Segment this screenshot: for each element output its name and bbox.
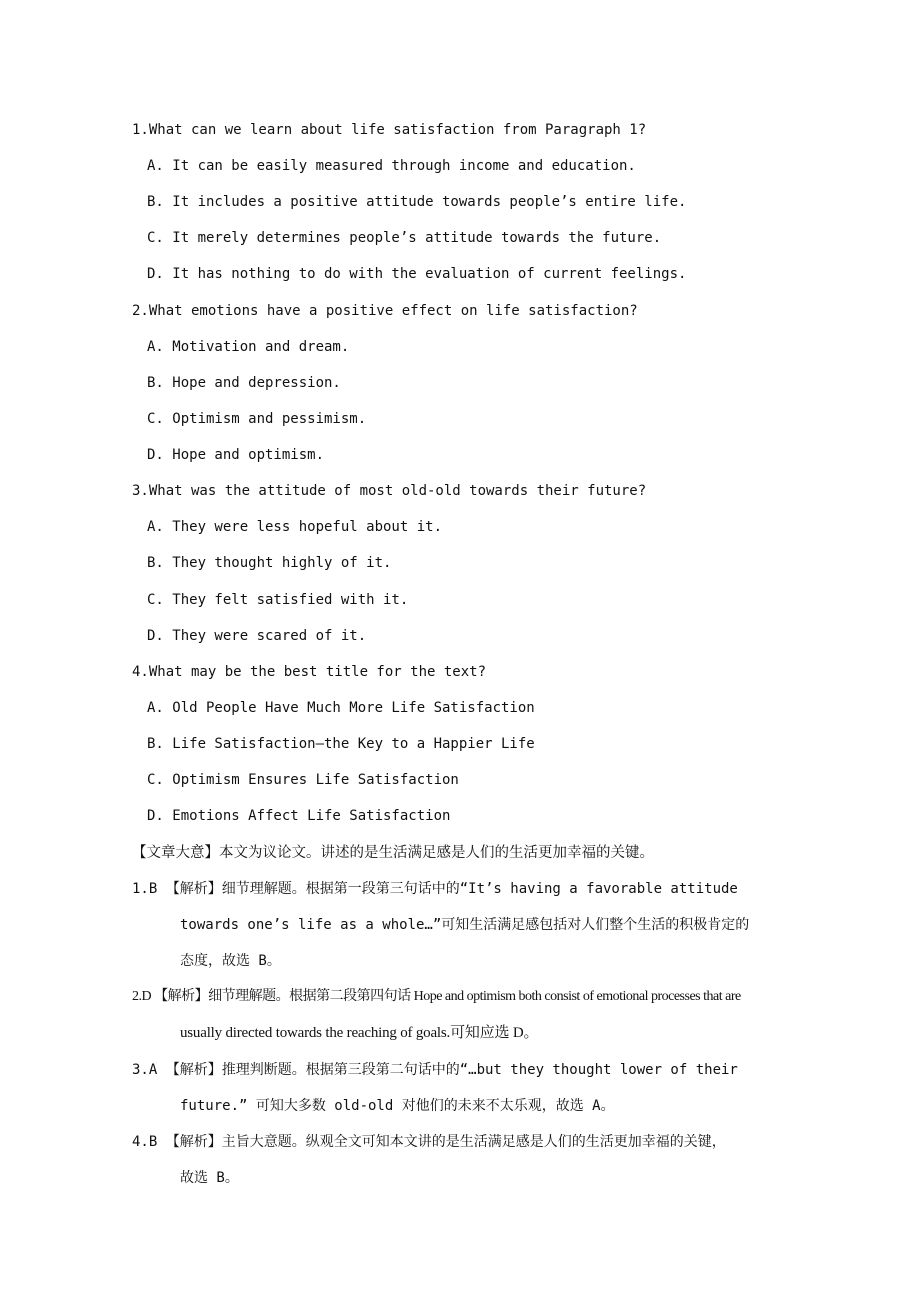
question-1-option-c: C. It merely determines people’s attitude towards the future. (147, 230, 662, 246)
question-4-option-d: D. Emotions Affect Life Satisfaction (147, 808, 451, 824)
question-3-option-a: A. They were less hopeful about it. (147, 519, 443, 535)
answer-2-line-2: usually directed towards the reaching of goals.可知应选 D。 (180, 1025, 539, 1041)
question-3-option-d: D. They were scared of it. (147, 628, 367, 644)
question-1-option-a: A. It can be easily measured through income and education. (147, 158, 636, 174)
question-4-stem: 4.What may be the best title for the text? (132, 664, 487, 680)
question-3-option-c: C. They felt satisfied with it. (147, 592, 409, 608)
answer-4-line-1: 4.B 【解析】主旨大意题。纵观全文可知本文讲的是生活满足感是人们的生活更加幸福的关键， (132, 1134, 726, 1150)
question-4-option-c: C. Optimism Ensures Life Satisfaction (147, 772, 459, 788)
question-4-option-a: A. Old People Have Much More Life Satisfaction (147, 700, 535, 716)
question-2-stem: 2.What emotions have a positive effect on life satisfaction? (132, 303, 638, 319)
question-4-option-b: B. Life Satisfaction—the Key to a Happier Life (147, 736, 535, 752)
question-1-option-b: B. It includes a positive attitude towards people’s entire life. (147, 194, 687, 210)
question-3-option-b: B. They thought highly of it. (147, 555, 392, 571)
answer-1-line-2: towards one’s life as a whole…”可知生活满足感包括对人们整个生活的积极肯定的 (180, 917, 750, 933)
question-1-option-d: D. It has nothing to do with the evaluation of current feelings. (147, 266, 687, 282)
question-2-option-a: A. Motivation and dream. (147, 339, 350, 355)
article-summary: 【文章大意】本文为议论文。讲述的是生活满足感是人们的生活更加幸福的关键。 (132, 845, 654, 861)
answer-2-line-1: 2.D 【解析】细节理解题。根据第二段第四句话 Hope and optimism both consist of emotional processes that are (132, 989, 741, 1004)
question-3-stem: 3.What was the attitude of most old-old towards their future? (132, 483, 647, 499)
question-2-option-d: D. Hope and optimism. (147, 447, 325, 463)
answer-3-line-2: future.” 可知大多数 old-old 对他们的未来不太乐观，故选 A。 (180, 1098, 615, 1114)
answer-4-line-2: 故选 B。 (180, 1170, 239, 1186)
answer-1-line-1: 1.B 【解析】细节理解题。根据第一段第三句话中的“It’s having a favorable attitude (132, 881, 738, 897)
question-2-option-b: B. Hope and depression. (147, 375, 341, 391)
answer-3-line-1: 3.A 【解析】推理判断题。根据第三段第二句话中的“…but they thought lower of their (132, 1062, 738, 1078)
question-1-stem: 1.What can we learn about life satisfaction from Paragraph 1? (132, 122, 647, 138)
answer-1-line-3: 态度，故选 B。 (180, 953, 281, 969)
question-2-option-c: C. Optimism and pessimism. (147, 411, 367, 427)
